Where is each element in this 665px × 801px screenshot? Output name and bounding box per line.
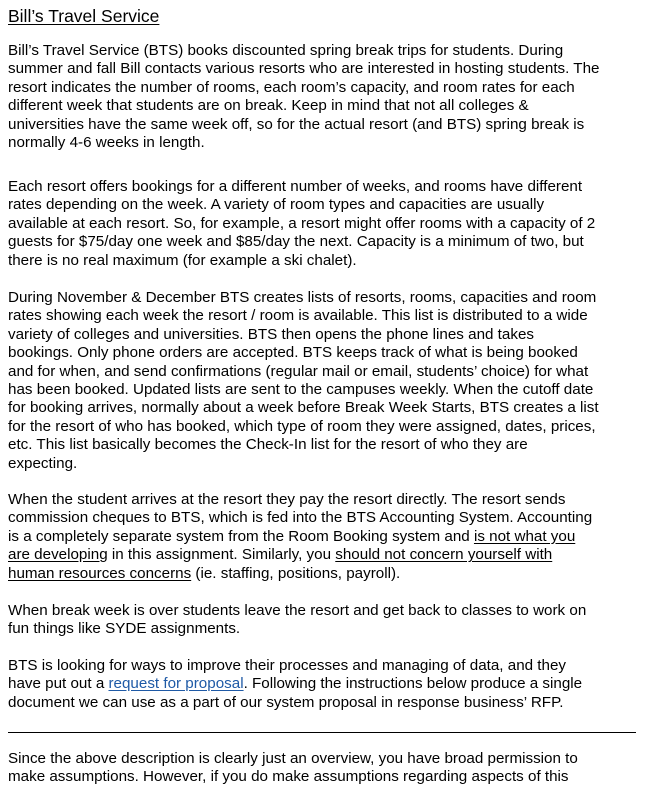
text-line: for the resort of who has booked, which type of room they were assigned, dates, prices, bbox=[8, 417, 596, 435]
text-line bbox=[8, 528, 638, 546]
text-line: guests for $75/day one week and $85/day the next. Capacity is a minimum of two, but bbox=[8, 233, 584, 251]
section-divider bbox=[8, 732, 636, 733]
text-line: bookings. Only phone orders are accepted. BTS keeps track of what is being booked bbox=[8, 344, 578, 362]
text-line: Each resort offers bookings for a different number of weeks, and rooms have different bbox=[8, 178, 583, 195]
paragraph-rfp bbox=[8, 657, 638, 712]
text-line: fun things like SYDE assignments. bbox=[8, 620, 241, 638]
underlined-text: should not concern yourself with bbox=[335, 546, 553, 564]
text-segment: . Following the instructions below produce a single bbox=[243, 675, 583, 693]
text-line: etc. This list basically becomes the Check-In list for the resort of who they are bbox=[8, 436, 528, 454]
text-line: document we can use as a part of our system proposal in response business’ RFP. bbox=[8, 693, 564, 711]
text-line: When the student arrives at the resort they pay the resort directly. The resort sends bbox=[8, 491, 566, 508]
paragraph-lists-and-bookings bbox=[8, 289, 638, 473]
paragraph-assumptions bbox=[8, 750, 638, 787]
text-line bbox=[8, 565, 638, 583]
text-line: variety of colleges and universities. BTS then opens the phone lines and takes bbox=[8, 325, 534, 343]
paragraph-overview bbox=[8, 42, 638, 152]
text-line bbox=[8, 546, 638, 564]
text-line: rates showing each week the resort / room is available. This list is distributed to a wide bbox=[8, 307, 588, 325]
text-line: During November & December BTS creates lists of resorts, rooms, capacities and room bbox=[8, 289, 597, 306]
text-line: Bill’s Travel Service (BTS) books discounted spring break trips for students. During bbox=[8, 42, 564, 59]
paragraph-break-week-over bbox=[8, 602, 638, 639]
text-line: expecting. bbox=[8, 454, 78, 472]
text-line: commission cheques to BTS, which is fed into the BTS Accounting System. Accounting bbox=[8, 509, 593, 527]
text-line: Since the above description is clearly just an overview, you have broad permission to bbox=[8, 750, 578, 767]
document-title: Bill’s Travel Service bbox=[8, 6, 160, 26]
text-line: make assumptions. However, if you do make assumptions regarding aspects of this bbox=[8, 768, 569, 786]
underlined-text: human resources concerns bbox=[8, 564, 192, 582]
text-segment: is a completely separate system from the Room Booking system and bbox=[8, 527, 474, 545]
paragraph-payment-scope bbox=[8, 491, 638, 583]
paragraph-resort-bookings bbox=[8, 178, 638, 270]
text-segment: (ie. staffing, positions, payroll). bbox=[191, 564, 401, 582]
text-segment: in this assignment. Similarly, you bbox=[107, 546, 336, 564]
text-line: different week that students are on break. Keep in mind that not all colleges & bbox=[8, 97, 529, 115]
text-line bbox=[8, 675, 638, 693]
text-line: universities have the same week off, so for the actual resort (and BTS) spring break is bbox=[8, 115, 585, 133]
text-line: has been booked. Updated lists are sent to the campuses weekly. When the cutoff date bbox=[8, 380, 594, 398]
text-line: there is no real maximum (for example a ski chalet). bbox=[8, 251, 357, 269]
text-line: and for when, and send confirmations (regular mail or email, students’ choice) for what bbox=[8, 362, 589, 380]
text-line: available at each resort. So, for example, a resort might offer rooms with a capacity of 2 bbox=[8, 214, 596, 232]
text-line: normally 4-6 weeks in length. bbox=[8, 133, 205, 151]
text-line: resort indicates the number of rooms, each room’s capacity, and room rates for each bbox=[8, 78, 575, 96]
request-for-proposal-link[interactable]: request for proposal bbox=[108, 675, 244, 693]
text-line: rates depending on the week. A variety of room types and capacities are usually bbox=[8, 196, 545, 214]
underlined-text: is not what you bbox=[473, 527, 576, 545]
text-line: summer and fall Bill contacts various resorts who are interested in hosting students. The bbox=[8, 60, 600, 78]
text-segment: have put out a bbox=[8, 675, 109, 693]
text-line: When break week is over students leave the resort and get back to classes to work on bbox=[8, 602, 587, 619]
text-line: for booking arrives, normally about a week before Break Week Starts, BTS creates a list bbox=[8, 399, 599, 417]
text-line: BTS is looking for ways to improve their processes and managing of data, and they bbox=[8, 657, 567, 674]
underlined-text: are developing bbox=[8, 546, 108, 564]
